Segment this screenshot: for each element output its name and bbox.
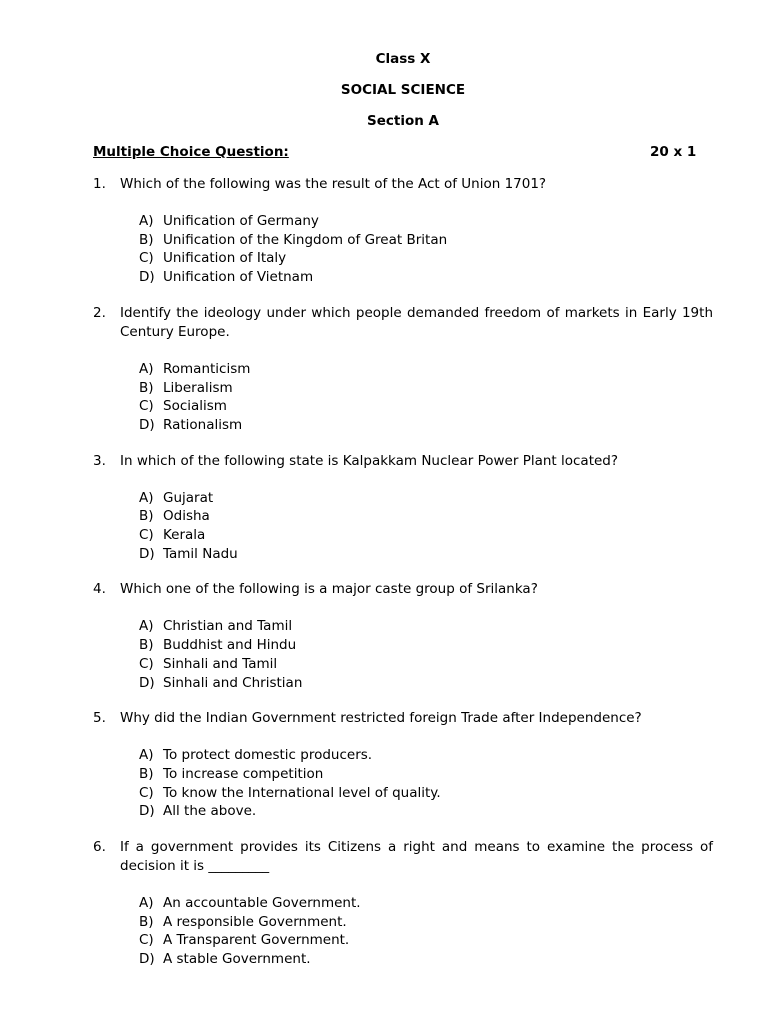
option-text: Rationalism — [163, 416, 243, 433]
option-label: C) — [139, 398, 154, 415]
option-text: To increase competition — [163, 765, 324, 782]
subject-title: SOCIAL SCIENCE — [340, 82, 466, 98]
option-b — [139, 913, 713, 932]
option-label: B) — [139, 231, 154, 248]
option-label: C) — [139, 932, 154, 949]
option-label: D) — [139, 803, 155, 820]
question-text: In which of the following state is Kalpakkam Nuclear Power Plant located? — [120, 452, 619, 469]
option-d — [139, 416, 713, 435]
mcq-heading: Multiple Choice Question: — [93, 144, 289, 160]
option-text: Socialism — [163, 398, 227, 415]
option-text: Sinhali and Tamil — [163, 655, 278, 672]
question-5 — [93, 709, 713, 821]
option-text: Buddhist and Hindu — [163, 637, 297, 654]
option-label: A) — [139, 360, 154, 377]
question-4 — [93, 580, 713, 692]
option-label: A) — [139, 489, 154, 506]
option-d — [139, 545, 713, 564]
option-c — [139, 784, 713, 803]
option-text: Christian and Tamil — [163, 618, 293, 635]
option-label: D) — [139, 416, 155, 433]
question-6 — [93, 838, 713, 969]
section-title: Section A — [367, 113, 439, 129]
option-list — [93, 489, 713, 564]
option-label: B) — [139, 379, 154, 396]
option-text: A Transparent Government. — [163, 932, 350, 949]
option-b — [139, 379, 713, 398]
question-number: 3. — [93, 452, 106, 469]
question-list — [93, 175, 713, 986]
question-number: 5. — [93, 710, 106, 727]
question-text: Which of the following was the result of the Act of Union 1701? — [120, 176, 547, 192]
option-text: Unification of Germany — [163, 213, 319, 229]
option-d — [139, 950, 713, 969]
option-c — [139, 655, 713, 674]
option-label: B) — [139, 913, 154, 930]
question-text: Why did the Indian Government restricted foreign Trade after Independence? — [120, 710, 642, 727]
option-text: Unification of the Kingdom of Great Britan — [163, 231, 448, 248]
option-list — [93, 894, 713, 969]
option-a — [139, 894, 713, 913]
option-c — [139, 526, 713, 545]
option-label: B) — [139, 508, 154, 525]
option-text: To know the International level of quality. — [163, 784, 441, 801]
question-number: 1. — [93, 176, 106, 192]
option-label: B) — [139, 765, 154, 782]
option-list — [93, 360, 713, 435]
option-b — [139, 231, 713, 250]
option-text: An accountable Government. — [163, 895, 361, 912]
question-1 — [93, 175, 713, 287]
option-a — [139, 746, 713, 765]
option-a — [139, 360, 713, 379]
option-label: D) — [139, 674, 155, 691]
question-number: 4. — [93, 581, 106, 598]
option-label: D) — [139, 269, 155, 286]
option-c — [139, 249, 713, 268]
option-label: C) — [139, 655, 154, 672]
option-a — [139, 489, 713, 508]
option-label: A) — [139, 618, 154, 635]
option-d — [139, 674, 713, 693]
marks-allocation: 20 x 1 — [650, 144, 697, 160]
option-d — [139, 268, 713, 287]
option-b — [139, 765, 713, 784]
option-list — [93, 746, 713, 821]
option-text: To protect domestic producers. — [163, 747, 373, 764]
option-c — [139, 931, 713, 950]
option-label: C) — [139, 527, 154, 544]
option-b — [139, 636, 713, 655]
option-b — [139, 507, 713, 526]
question-3 — [93, 452, 713, 564]
option-label: A) — [139, 747, 154, 764]
option-text: Liberalism — [163, 379, 233, 396]
question-text: Which one of the following is a major caste group of Srilanka? — [120, 581, 538, 598]
question-text: Identify the ideology under which people demanded freedom of markets in Early 19th Century Europe. — [120, 304, 713, 340]
option-text: Sinhali and Christian — [163, 674, 303, 691]
option-list — [93, 212, 713, 287]
option-a — [139, 617, 713, 636]
option-text: Odisha — [163, 508, 210, 525]
option-c — [139, 397, 713, 416]
option-text: Gujarat — [163, 489, 214, 506]
option-a — [139, 212, 713, 231]
question-text: If a government provides its Citizens a right and means to examine the process of decision it is _________ — [120, 839, 713, 875]
option-text: Tamil Nadu — [163, 545, 238, 562]
option-text: Kerala — [163, 527, 206, 544]
option-text: A responsible Government. — [163, 913, 347, 930]
option-d — [139, 802, 713, 821]
option-text: Unification of Italy — [163, 250, 287, 267]
question-number: 6. — [93, 839, 106, 856]
option-label: D) — [139, 545, 155, 562]
option-text: Romanticism — [163, 360, 251, 377]
option-label: D) — [139, 951, 155, 968]
option-text: A stable Government. — [163, 951, 311, 968]
option-label: A) — [139, 213, 154, 229]
question-number: 2. — [93, 304, 106, 321]
class-title: Class X — [375, 51, 431, 67]
option-list — [93, 617, 713, 692]
option-label: C) — [139, 250, 154, 267]
option-text: Unification of Vietnam — [163, 269, 314, 286]
option-label: A) — [139, 895, 154, 912]
option-label: B) — [139, 637, 154, 654]
option-label: C) — [139, 784, 154, 801]
question-2 — [93, 304, 713, 435]
option-text: All the above. — [163, 803, 257, 820]
